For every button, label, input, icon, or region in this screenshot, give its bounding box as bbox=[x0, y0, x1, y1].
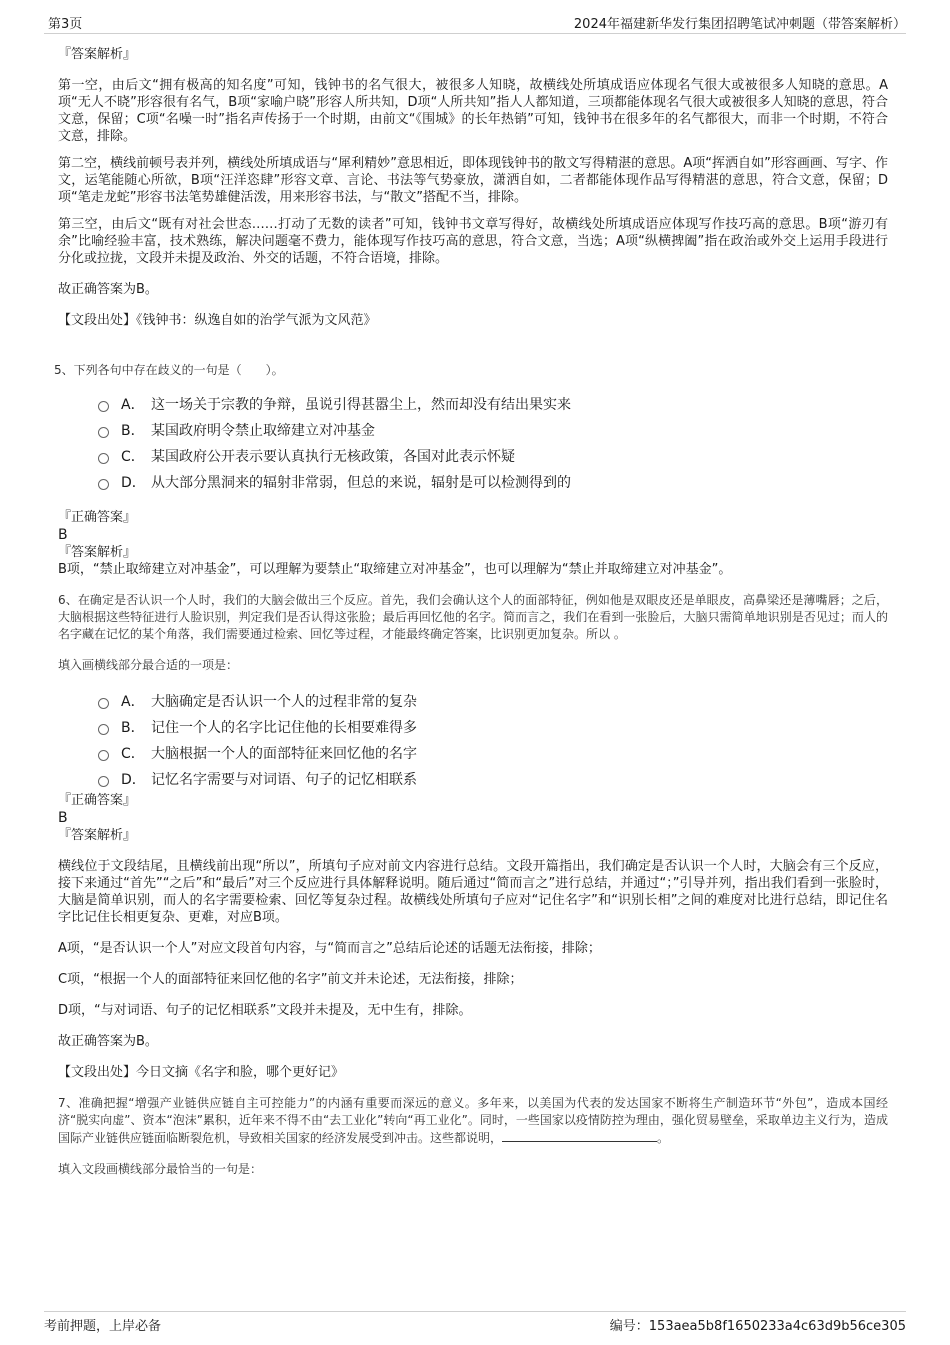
option-text: 大脑确定是否认识一个人的过程非常的复杂 bbox=[151, 694, 417, 710]
q6-options bbox=[98, 688, 888, 792]
option-text: 这一场关于宗教的争辩，虽说引得甚嚣尘上，然而却没有结出果实来 bbox=[151, 397, 571, 413]
radio-icon[interactable] bbox=[98, 453, 109, 464]
q5-answer-label: 『正确答案』 bbox=[58, 510, 137, 525]
q6-answer: B bbox=[58, 810, 68, 826]
footer-slogan: 考前押题，上岸必备 bbox=[44, 1319, 162, 1334]
q5-analysis-label: 『答案解析』 bbox=[58, 545, 137, 560]
option-letter: A． bbox=[121, 694, 145, 710]
option-letter: B． bbox=[121, 423, 145, 439]
radio-icon[interactable] bbox=[98, 750, 109, 761]
option-text: 记忆名字需要与对词语、句子的记忆相联系 bbox=[151, 772, 417, 788]
q4-analysis-para3: 第三空，由后文“既有对社会世态……打动了无数的读者”可知，钱钟书文章写得好，故横线处所填成语应体现写作技巧高的意思。B项“游刃有余”比喻经验丰富，技术熟练，解决问题毫不费力，能体现写作技巧高的意思，符合文意，当选；A项“纵横捭阖”指在政治或外交上运用手段进行分化或拉拢，文段并未提及政治、外交的话题，不符合语境，排除。 bbox=[58, 217, 888, 266]
main-content bbox=[54, 46, 888, 1178]
q5-options bbox=[98, 391, 888, 495]
option-letter: B． bbox=[121, 720, 145, 736]
q5-question: 5、下列各句中存在歧义的一句是（ ）。 bbox=[54, 363, 284, 377]
q6-option-a[interactable] bbox=[98, 688, 888, 714]
header-divider bbox=[44, 33, 906, 34]
option-text: 某国政府明令禁止取缔建立对冲基金 bbox=[151, 423, 375, 439]
q4-analysis-para2: 第二空，横线前顿号表并列，横线处所填成语与“犀利精妙”意思相近，即体现钱钟书的散文写得精湛的意思。A项“挥洒自如”形容画画、写字、作文，运笔能随心所欲，B项“汪洋恣肆”形容文章、言论、书法等气势豪放，潇洒自如，二者都能体现作品写得精湛的意思，符合文意，保留；D项“笔走龙蛇”形容书法笔势雄健活泼，用来形容书法，与“散文”搭配不当，排除。 bbox=[58, 156, 888, 205]
document-title: 2024年福建新华发行集团招聘笔试冲刺题（带答案解析） bbox=[573, 17, 906, 32]
q6-conclusion: 故正确答案为B。 bbox=[58, 1034, 158, 1049]
page-number: 第3页 bbox=[48, 17, 83, 32]
q5-option-b[interactable] bbox=[98, 417, 888, 443]
q6-source: 【文段出处】今日文摘《名字和脸，哪个更好记》 bbox=[58, 1065, 345, 1080]
q6-analysis-para3: C项，“根据一个人的面部特征来回忆他的名字”前文并未论述，无法衔接，排除； bbox=[58, 972, 523, 987]
q6-question: 6、在确定是否认识一个人时，我们的大脑会做出三个反应。首先，我们会确认这个人的面部特征，例如他是双眼皮还是单眼皮，高鼻梁还是薄嘴唇；之后，大脑根据这些特征进行人脸识别，判定我们是否认得这张脸；最后再回忆他的名字。简而言之，我们在看到一张脸后，大脑只需简单地识别是否见过；而人的名字藏在记忆的某个角落，我们需要通过检索、回忆等过程，才能最终确定答案，比识别更加复杂。所以 。 bbox=[58, 593, 888, 641]
q6-analysis-para4: D项，“与对词语、句子的记忆相联系”文段并未提及，无中生有，排除。 bbox=[58, 1003, 472, 1018]
q5-option-d[interactable] bbox=[98, 469, 888, 495]
radio-icon[interactable] bbox=[98, 776, 109, 787]
q4-conclusion: 故正确答案为B。 bbox=[58, 282, 158, 297]
q5-option-a[interactable] bbox=[98, 391, 888, 417]
option-text: 记住一个人的名字比记住他的长相要难得多 bbox=[151, 720, 417, 736]
radio-icon[interactable] bbox=[98, 401, 109, 412]
option-letter: D． bbox=[121, 772, 146, 788]
q4-source: 【文段出处】《钱钟书：纵逸自如的治学气派为文风范》 bbox=[58, 313, 377, 328]
footer-serial: 编号：153aea5b8f1650233a4c63d9b56ce305 bbox=[609, 1319, 906, 1334]
q6-analysis-para2: A项，“是否认识一个人”对应文段首句内容，与“简而言之”总结后论述的话题无法衔接，排除； bbox=[58, 941, 601, 956]
radio-icon[interactable] bbox=[98, 427, 109, 438]
option-text: 从大部分黑洞来的辐射非常弱，但总的来说，辐射是可以检测得到的 bbox=[151, 475, 571, 491]
footer-divider bbox=[44, 1311, 906, 1312]
q6-analysis-para1: 横线位于文段结尾，且横线前出现“所以”，所填句子应对前文内容进行总结。文段开篇指出，我们确定是否认识一个人时，大脑会有三个反应，接下来通过“首先”“之后”和“最后”对三个反应进行具体解释说明。随后通过“简而言之”进行总结，并通过“；”引导并列，指出我们看到一张脸时，大脑是简单识别，而人的名字需要检索、回忆等复杂过程。故横线处所填句子应对“记住名字”和“识别长相”之间的难度对比进行总结，即记住名字比记住长相更复杂、更难，对应B项。 bbox=[58, 859, 888, 925]
q6-prompt: 填入画横线部分最合适的一项是： bbox=[58, 658, 239, 672]
q5-analysis: B项，“禁止取缔建立对冲基金”，可以理解为要禁止“取缔建立对冲基金”，也可以理解为“禁止并取缔建立对冲基金”。 bbox=[58, 562, 732, 577]
option-letter: C． bbox=[121, 449, 145, 465]
option-letter: D． bbox=[121, 475, 146, 491]
q7-question-end: 。 bbox=[657, 1131, 670, 1145]
q6-answer-label: 『正确答案』 bbox=[58, 793, 137, 808]
radio-icon[interactable] bbox=[98, 698, 109, 709]
option-text: 大脑根据一个人的面部特征来回忆他的名字 bbox=[151, 746, 417, 762]
q6-option-b[interactable] bbox=[98, 714, 888, 740]
q7-question-text: 7、准确把握“增强产业链供应链自主可控能力”的内涵有重要而深远的意义。多年来，以美国为代表的发达国家不断将生产制造环节“外包”，造成本国经济“脱实向虚”、资本“泡沫”累积，近年来不得不由“去工业化”转向“再工业化”。同时，一些国家以疫情防控为理由，强化贸易壁垒，采取单边主义行为，造成国际产业链供应链面临断裂危机，导致相关国家的经济发展受到冲击。这些都说明， bbox=[58, 1096, 888, 1145]
q6-option-c[interactable] bbox=[98, 740, 888, 766]
q4-analysis-label: 『答案解析』 bbox=[58, 47, 137, 62]
q7-question bbox=[58, 1095, 888, 1147]
radio-icon[interactable] bbox=[98, 479, 109, 490]
q7-prompt: 填入文段画横线部分最恰当的一句是： bbox=[58, 1162, 263, 1176]
q6-option-d[interactable] bbox=[98, 766, 888, 792]
q4-analysis-para1: 第一空，由后文“拥有极高的知名度”可知，钱钟书的名气很大，被很多人知晓，故横线处所填成语应体现名气很大或被很多人知晓的意思。A项“无人不晓”形容很有名气，B项“家喻户晓”形容人所共知，D项“人所共知”指人人都知道，三项都能体现名气很大或被很多人知晓的意思，符合文意，保留；C项“名噪一时”指名声传扬于一个时期，由前文“《围城》的长年热销”可知，钱钟书在很多年的名气都很大，而非一个时期，不符合文意，排除。 bbox=[58, 78, 888, 144]
q6-analysis-label: 『答案解析』 bbox=[58, 828, 137, 843]
fill-blank bbox=[502, 1129, 657, 1142]
option-letter: A． bbox=[121, 397, 145, 413]
q5-option-c[interactable] bbox=[98, 443, 888, 469]
option-letter: C． bbox=[121, 746, 145, 762]
option-text: 某国政府公开表示要认真执行无核政策，各国对此表示怀疑 bbox=[151, 449, 515, 465]
q5-answer: B bbox=[58, 527, 68, 543]
radio-icon[interactable] bbox=[98, 724, 109, 735]
